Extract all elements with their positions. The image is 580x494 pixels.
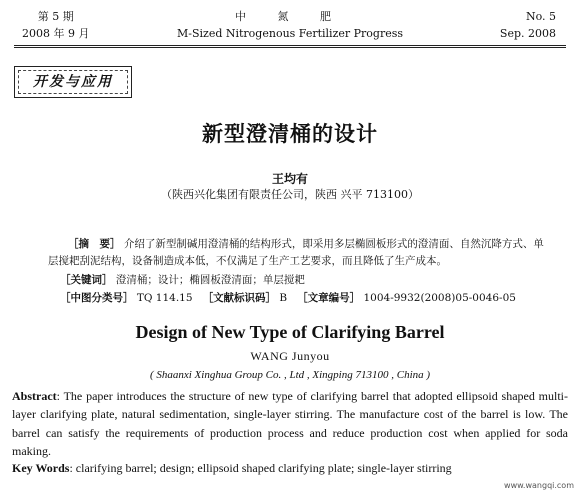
section-badge <box>14 66 132 98</box>
keywords-cn <box>60 272 305 287</box>
article-number-label: ［文章编号］ <box>297 292 361 304</box>
date-cn: 2008 年 9 月 <box>22 27 90 40</box>
affiliation-cn: （陕西兴化集团有限责任公司，陕西 兴平 713100） <box>161 188 419 201</box>
issue-en: No. 5 <box>525 10 556 23</box>
abstract-cn-text: 介绍了新型制碱用澄清桶的结构形式，即采用多层椭圆板形式的澄清面、自然沉降方式、单层搅耙刮泥结构，设备制造成本低，不仅满足了生产工艺要求，而且降低了生产成本。 <box>48 238 544 267</box>
keywords-en: Key Words: clarifying barrel; design; ellipsoid shaped clarifying plate; single-layer stirring <box>12 461 452 475</box>
journal-en: M-Sized Nitrogenous Fertilizer Progress <box>176 27 404 40</box>
clc-label: ［中图分类号］ <box>60 292 134 304</box>
header-rule-bottom <box>14 47 566 48</box>
section-badge-label: 开发与应用 <box>18 70 128 94</box>
abstract-en-label: Abstract <box>12 389 57 403</box>
keywords-cn-text: 澄清桶；设计；椭圆板澄清面；单层搅耙 <box>115 274 305 286</box>
clc-value: TQ 114.15 <box>136 292 193 304</box>
issue-cn: 第 5 期 <box>37 10 74 23</box>
title-cn: 新型澄清桶的设计 <box>202 122 378 146</box>
author-cn: 王均有 <box>271 172 308 186</box>
abstract-en: Abstract: The paper introduces the structure of new type of clarifying barrel that adopted ellipsoid shaped multi-layer clarifying plate, natural sedimentation, single-layer stirring. The manufacture cost of the barrel is low. The barrel can satisfy the requirements of production process and reduce production cost when applied for soda making. <box>12 389 568 459</box>
header-center <box>0 8 580 42</box>
keywords-cn-label: ［关键词］ <box>60 274 113 286</box>
doc-code-value: B <box>279 292 288 304</box>
abstract-cn-label: ［摘 要］ <box>68 238 121 250</box>
article-number-value: 1004-9932(2008)05-0046-05 <box>363 292 516 304</box>
title-en: Design of New Type of Clarifying Barrel <box>135 322 445 342</box>
date-en: Sep. 2008 <box>499 27 556 40</box>
abstract-cn <box>48 236 548 270</box>
abstract-en-text: The paper introduces the structure of new type of clarifying barrel that adopted ellipsoid shaped multi-layer clarifying plate, natural sedimentation, single-layer stirring. The manufacture cost of the barrel is low. The barrel can satisfy the requirements of production process and reduce production cost when applied for soda making. <box>12 389 568 459</box>
journal-cn: 中 氮 肥 <box>235 10 345 23</box>
header-right <box>500 8 556 42</box>
doc-code-label: ［文献标识码］ <box>202 292 277 304</box>
keywords-en-label: Key Words <box>12 461 70 475</box>
classification-row <box>60 290 516 305</box>
watermark: www.wangqi.com <box>504 481 574 490</box>
author-en: WANG Junyou <box>250 349 330 363</box>
header-rule-top <box>14 45 566 46</box>
affiliation-en: ( Shaanxi Xinghua Group Co. , Ltd , Xingping 713100 , China ) <box>149 369 431 381</box>
keywords-en-text: clarifying barrel; design; ellipsoid shaped clarifying plate; single-layer stirring <box>75 461 452 475</box>
page-header <box>0 8 580 44</box>
